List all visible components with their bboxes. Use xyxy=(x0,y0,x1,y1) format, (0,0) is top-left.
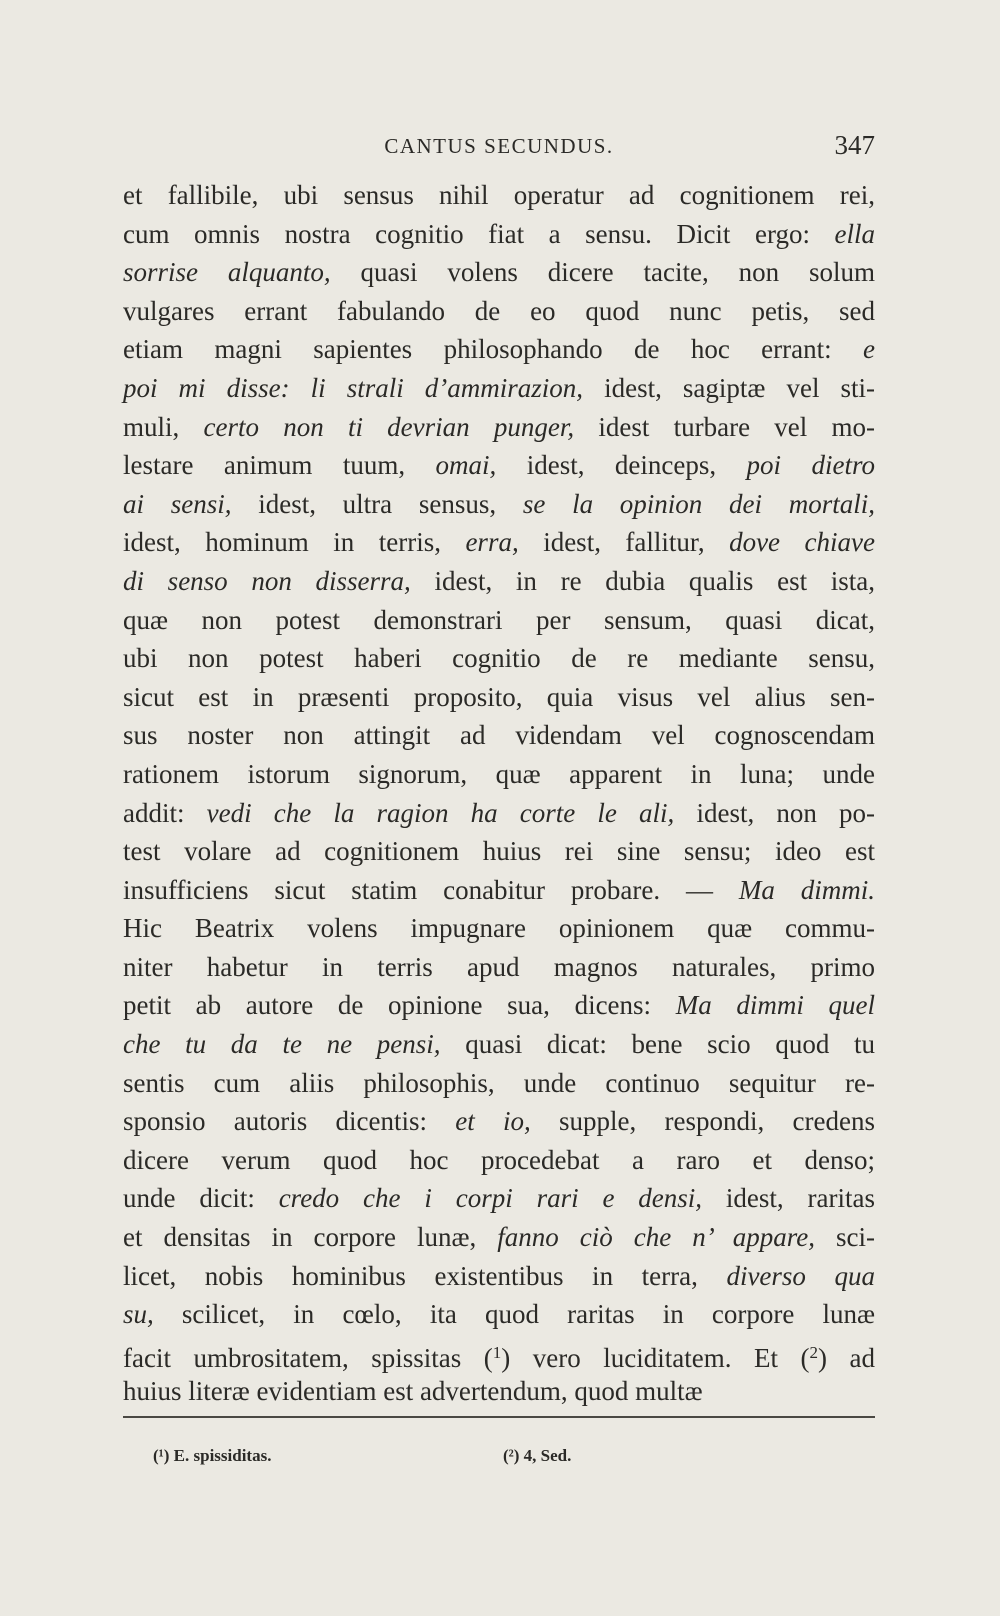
line-segment: idest, raritas xyxy=(702,1183,875,1214)
text-line xyxy=(123,330,875,369)
italic-segment: Ma dimmi quel xyxy=(675,990,876,1021)
line-segment: idest, non po- xyxy=(674,797,875,828)
italic-segment: certo non ti devrian punger, xyxy=(203,411,575,442)
line-segment: dicere verum quod hoc procedebat a raro et denso; xyxy=(123,1144,875,1175)
italic-segment: credo che i corpi rari e densi, xyxy=(278,1183,703,1214)
text-line xyxy=(123,1295,875,1334)
line-segment: quasi volens dicere tacite, non solum xyxy=(330,257,875,288)
line-segment: rationem istorum signorum, quæ apparent in luna; unde xyxy=(123,758,875,789)
text-line xyxy=(123,639,875,678)
line-segment: test volare ad cognitionem huius rei sine sensu; ideo est xyxy=(123,836,875,867)
italic-segment: dove chiave xyxy=(729,527,875,558)
text-line xyxy=(123,755,875,794)
line-segment: ubi non potest haberi cognitio de re mediante sensu, xyxy=(123,643,875,674)
text-line xyxy=(123,1025,875,1064)
footnote-2: (²) 4, Sed. xyxy=(503,1446,572,1465)
page-number: 347 xyxy=(834,130,875,160)
line-segment: sicut est in præsenti proposito, quia visus vel alius sen- xyxy=(123,681,875,712)
italic-segment: erra, xyxy=(465,527,519,558)
running-title: CANTUS SECUNDUS. xyxy=(384,134,614,158)
text-line xyxy=(123,215,875,254)
line-segment: muli, xyxy=(123,411,204,442)
text-line xyxy=(123,408,875,447)
italic-segment: et io, xyxy=(455,1106,531,1137)
running-head xyxy=(123,130,875,164)
text-line xyxy=(123,1257,875,1296)
italic-segment: fanno ciò che n’ appare, xyxy=(497,1222,815,1253)
italic-segment: ai sensi, xyxy=(123,488,232,519)
line-segment: idest, fallitur, xyxy=(518,527,730,558)
line-segment: vulgares errant fabulando de eo quod nunc petis, sed xyxy=(123,295,875,326)
italic-segment: sorrise alquanto, xyxy=(123,257,331,288)
text-line xyxy=(123,176,875,215)
text-line xyxy=(123,1218,875,1257)
footnote-1: (¹) E. spissiditas. xyxy=(153,1446,272,1465)
text-line xyxy=(123,716,875,755)
text-line xyxy=(123,794,875,833)
italic-segment: di senso non disserra, xyxy=(123,565,411,596)
italic-segment: che tu da te ne pensi, xyxy=(123,1029,441,1060)
line-segment: idest, hominum in terris, xyxy=(123,527,466,558)
line-segment: etiam magni sapientes philosophando de hoc errant: xyxy=(123,334,864,365)
line-segment: insufficiens sicut statim conabitur probare. — xyxy=(123,874,739,905)
footnote-reference: 1 xyxy=(492,1342,502,1362)
italic-segment: vedi che la ragion ha corte le ali, xyxy=(206,797,675,828)
line-segment: ) vero luciditatem. Et ( xyxy=(501,1342,810,1373)
text-line xyxy=(123,1141,875,1180)
italic-segment: Ma dimmi. xyxy=(738,874,875,905)
italic-segment: se la opinion dei mortali, xyxy=(522,488,875,519)
line-segment: supple, respondi, credens xyxy=(530,1106,875,1137)
text-line xyxy=(123,871,875,910)
line-segment: unde dicit: xyxy=(123,1183,279,1214)
line-segment: ) ad xyxy=(817,1342,875,1373)
line-segment: quasi dicat: bene scio quod tu xyxy=(440,1029,875,1060)
text-line xyxy=(123,909,875,948)
text-line xyxy=(123,253,875,292)
line-segment: huius literæ evidentiam est advertendum, quod multæ xyxy=(123,1376,703,1407)
line-segment: sci- xyxy=(815,1222,875,1253)
italic-segment: e xyxy=(863,334,875,365)
line-segment: idest turbare vel mo- xyxy=(574,411,875,442)
line-segment: idest, sagiptæ vel sti- xyxy=(583,372,875,403)
line-segment: lestare animum tuum, xyxy=(123,450,436,481)
text-line xyxy=(123,1179,875,1218)
line-segment: niter habetur in terris apud magnos naturales, primo xyxy=(123,951,875,982)
line-segment: licet, nobis hominibus existentibus in terra, xyxy=(123,1260,727,1291)
italic-segment: ella xyxy=(834,218,875,249)
line-segment: petit ab autore de opinione sua, dicens: xyxy=(123,990,676,1021)
text-line xyxy=(123,986,875,1025)
italic-segment: poi dietro xyxy=(746,450,875,481)
line-segment: scilicet, in cœlo, ita quod raritas in corpore lunæ xyxy=(153,1299,875,1330)
text-line xyxy=(123,1064,875,1103)
line-segment: addit: xyxy=(123,797,207,828)
footnotes xyxy=(123,1446,875,1472)
line-segment: sus noster non attingit ad videndam vel cognoscendam xyxy=(123,720,875,751)
text-line xyxy=(123,485,875,524)
text-line xyxy=(123,948,875,987)
italic-segment: su, xyxy=(123,1299,154,1330)
text-line xyxy=(123,678,875,717)
text-line xyxy=(123,832,875,871)
line-segment: sentis cum aliis philosophis, unde continuo sequitur re- xyxy=(123,1067,875,1098)
line-segment: et fallibile, ubi sensus nihil operatur ad cognitionem rei, xyxy=(123,180,875,210)
italic-segment: diverso qua xyxy=(726,1260,876,1291)
text-line xyxy=(123,562,875,601)
line-segment: facit umbrositatem, spissitas ( xyxy=(123,1342,493,1373)
text-line xyxy=(123,1334,875,1373)
line-segment: idest, deinceps, xyxy=(496,450,747,481)
line-segment: quæ non potest demonstrari per sensum, quasi dicat, xyxy=(123,604,875,635)
italic-segment: poi mi disse: li strali d’ammirazion, xyxy=(123,372,584,403)
text-line xyxy=(123,369,875,408)
italic-segment: omai, xyxy=(435,450,497,481)
text-line xyxy=(123,1372,875,1411)
footnote-reference: 2 xyxy=(809,1342,818,1362)
text-line xyxy=(123,292,875,331)
footnote-rule xyxy=(123,1416,875,1418)
text-line xyxy=(123,601,875,640)
body-text xyxy=(123,176,875,1411)
line-segment: idest, in re dubia qualis est ista, xyxy=(410,565,876,596)
text-line xyxy=(123,1102,875,1141)
line-segment: sponsio autoris dicentis: xyxy=(123,1106,456,1137)
line-segment: et densitas in corpore lunæ, xyxy=(123,1222,498,1253)
line-segment: Hic Beatrix volens impugnare opinionem quæ commu- xyxy=(123,913,875,944)
text-line xyxy=(123,446,875,485)
text-line xyxy=(123,523,875,562)
line-segment: idest, ultra sensus, xyxy=(231,488,523,519)
line-segment: cum omnis nostra cognitio fiat a sensu. Dicit ergo: xyxy=(123,218,835,249)
